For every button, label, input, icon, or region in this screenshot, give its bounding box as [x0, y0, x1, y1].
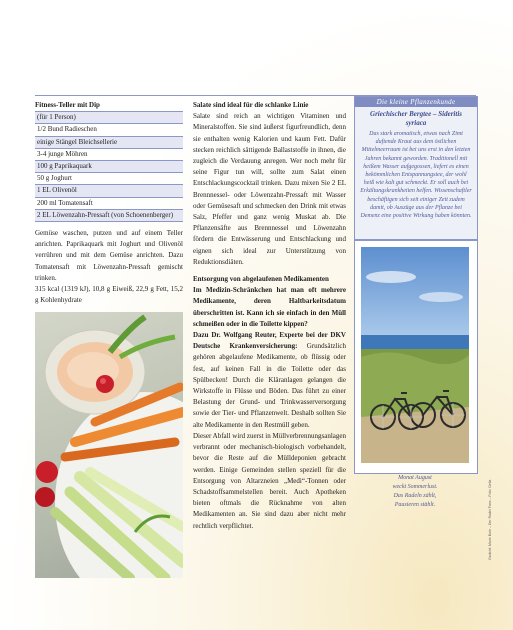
article2-title: Entsorgung von abgelaufenen Medikamenten [193, 275, 329, 284]
ingredient-row: 2 EL Löwenzahn-Pressaft (von Schoenenberger) [35, 210, 183, 222]
plant-name-line1: Griechischer Bergtee – Sideritis [370, 110, 462, 118]
vegetable-plate-photo [35, 312, 183, 578]
ingredient-row: 200 ml Tomatensaft [35, 198, 183, 210]
ingredient-row: einige Stängel Bleichsellerie [35, 137, 183, 149]
ingredient-row: 1/2 Bund Radieschen [35, 124, 183, 136]
plant-box-title [355, 110, 477, 128]
photo-caption [360, 474, 470, 510]
ingredient-table [35, 111, 183, 222]
recipe-nutrition: 315 kcal (1319 kJ), 10,8 g Eiweiß, 22,9 g Fett, 15,2 g Kohlenhydrate [35, 285, 183, 305]
article2-answer: Grundsätzlich gehören abgelaufene Medikamente, ob flüssig oder fest, auf keinen Fall in die Toilette oder das Spülbecken! Durch die Kläranlagen gelangen die Wirkstoffe in Flüsse und Böden. Das führt zu einer Belastung der Grund- und Trinkwasserversorgung sowie der Tier- und Pflanzenwelt. Deshalb sollten Sie alte Medikamente in den Restmüll geben. [193, 342, 346, 429]
bicycles-photo-frame [354, 240, 478, 474]
recipe-instructions: Gemüse waschen, putzen und auf einem Teller anrichten. Paprikaquark mit Joghurt und Olivenöl verrühren und mit dem Gemüse anrichten. Dazu Tomatensaft mit Löwenzahn-Pressaft gemischt trinken. [35, 229, 183, 282]
photo-credit: Gedicht: Marie Buhr – Der Radel Pass – Foto: Della [488, 479, 492, 560]
article2-question: Im Medizin-Schränkchen hat man oft mehrere Medikamente, deren Haltbarkeitsdatum überschritten ist. Kann ich sie einfach in den Müll schmeißen oder in die Toilette kippen? [193, 286, 346, 328]
plant-box-body: Das stark aromatisch, etwas nach Zimt duftende Kraut aus dem östlichen Mittelmeerraum ist bei uns erst in den letzten Jahren bekannt geworden. Traditionell mit heißem Wasser aufgegossen, liefert es einen bekömmlichen Entspannungstee, der wohl heiß wie kalt gut schmeckt. Er soll auch bei Erkältungskrankheiten helfen. Wissenschaftler beschäftigen sich seit einiger Zeit zudem damit, ob Auszüge aus der Pflanze bei Demenz eine positive Wirkung haben könnten. [360, 131, 472, 220]
bicycles-photo [361, 247, 469, 463]
ingredient-row: 1 EL Olivenöl [35, 185, 183, 197]
plant-info-box [354, 96, 478, 240]
plant-name-line2: syriaca [405, 119, 427, 127]
plant-box-header: Die kleine Pflanzenkunde [355, 97, 477, 107]
ingredient-row: 100 g Paprikaquark [35, 161, 183, 173]
recipe-column [35, 100, 183, 306]
caption-line: Monat August [398, 475, 432, 481]
article2-answer-intro: Dazu Dr. Wolfgang Reuter, Experte bei der DKV Deutsche Krankenversicherung: [193, 331, 346, 351]
ingredient-row: (für 1 Person) [35, 111, 183, 124]
ingredient-row: 50 g Joghurt [35, 173, 183, 185]
article-column [193, 100, 346, 532]
article2-answer-continued: Dieser Abfall wird zuerst in Müllverbrennungsanlagen verbrannt oder mechanisch-biologisch vorbehandelt, bevor die Reste auf die Mülldeponien gebracht werden. Einige Gemeinden stellen speziell für die Entsorgung von Altarzneien „Medi“-Tonnen oder Schadstoffsammelstellen bereit. Auch Apotheken bieten oftmals die Rücknahme von alten Medikamenten an. Sie sind dazu aber nicht mehr rechtlich verpflichtet. [193, 431, 346, 530]
caption-line: Das Radeln zählt, [393, 493, 437, 499]
ingredient-row: 3-4 junge Möhren [35, 149, 183, 161]
article1-body: Salate sind reich an wichtigen Vitaminen und Mineralstoffen. Sie sind äußerst figurfreundlich, denn sie enthalten wenig Kalorien und kaum Fett. Dafür stecken reichlich sättigende Ballaststoffe in ihnen, die zugleich die Verdauung anregen. Wer noch mehr für seine Figur tun will, sollte zum Salat einen Entschlackungscocktail trinken. Dazu mixen Sie 2 EL Brennnessel- oder Löwenzahn-Pressaft mit Wasser oder Gemüsesaft und schmecken den Drink mit etwas Salz, Pfeffer und ganz wenig Muskat ab. Die Pflanzensäfte aus Brennnessel und Löwenzahn fördern die Entwässerung und Entschlackung und eignen sich ideal zur Unterstützung von Reduktionsdiäten. [193, 112, 346, 266]
caption-line: weckt Sommerlust. [392, 484, 438, 490]
recipe-title: Fitness-Teller mit Dip [35, 101, 100, 109]
article1-title: Salate sind ideal für die schlanke Linie [193, 101, 309, 109]
caption-line: Pausieren stählt. [394, 502, 436, 508]
